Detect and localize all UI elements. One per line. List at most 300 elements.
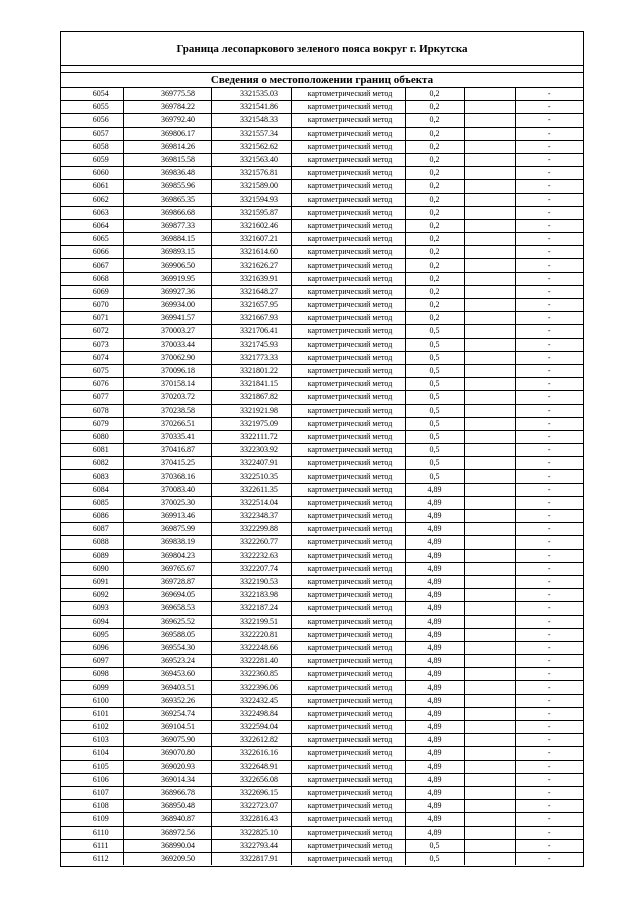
y-coordinate: 3321576.81 [211, 167, 291, 180]
precision-cell: 4,89 [405, 800, 464, 813]
point-number: 6090 [61, 562, 123, 575]
note-cell: - [515, 694, 583, 707]
extra-cell [464, 747, 515, 760]
precision-cell: 4,89 [405, 496, 464, 509]
extra-cell [464, 246, 515, 259]
extra-cell [464, 523, 515, 536]
method-cell: картометрический метод [291, 272, 405, 285]
extra-cell [464, 219, 515, 232]
table-row [61, 813, 583, 826]
extra-cell [464, 167, 515, 180]
x-coordinate: 369070.80 [123, 747, 211, 760]
precision-cell: 0,2 [405, 193, 464, 206]
table-row [61, 826, 583, 839]
extra-cell [464, 852, 515, 865]
x-coordinate: 369927.36 [123, 285, 211, 298]
method-cell: картометрический метод [291, 114, 405, 127]
y-coordinate: 3321745.93 [211, 338, 291, 351]
x-coordinate: 369866.68 [123, 206, 211, 219]
extra-cell [464, 233, 515, 246]
table-row [61, 114, 583, 127]
table-row [61, 589, 583, 602]
note-cell: - [515, 549, 583, 562]
precision-cell: 0,5 [405, 338, 464, 351]
point-number: 6103 [61, 734, 123, 747]
extra-cell [464, 760, 515, 773]
precision-cell: 4,89 [405, 562, 464, 575]
table-row [61, 800, 583, 813]
extra-cell [464, 800, 515, 813]
note-cell: - [515, 391, 583, 404]
precision-cell: 0,5 [405, 351, 464, 364]
table-row [61, 153, 583, 166]
point-number: 6109 [61, 813, 123, 826]
method-cell: картометрический метод [291, 364, 405, 377]
table-row [61, 140, 583, 153]
y-coordinate: 3321595.87 [211, 206, 291, 219]
x-coordinate: 368940.87 [123, 813, 211, 826]
method-cell: картометрический метод [291, 457, 405, 470]
method-cell: картометрический метод [291, 444, 405, 457]
table-row [61, 219, 583, 232]
extra-cell [464, 655, 515, 668]
x-coordinate: 369838.19 [123, 536, 211, 549]
y-coordinate: 3321921.98 [211, 404, 291, 417]
point-number: 6093 [61, 602, 123, 615]
x-coordinate: 369104.51 [123, 721, 211, 734]
y-coordinate: 3322616.16 [211, 747, 291, 760]
method-cell: картометрический метод [291, 88, 405, 101]
y-coordinate: 3322594.04 [211, 721, 291, 734]
x-coordinate: 370203.72 [123, 391, 211, 404]
table-row [61, 523, 583, 536]
y-coordinate: 3321535.03 [211, 88, 291, 101]
method-cell: картометрический метод [291, 760, 405, 773]
table-row [61, 404, 583, 417]
extra-cell [464, 615, 515, 628]
x-coordinate: 368966.78 [123, 786, 211, 799]
extra-cell [464, 734, 515, 747]
y-coordinate: 3322407.91 [211, 457, 291, 470]
x-coordinate: 369658.53 [123, 602, 211, 615]
precision-cell: 0,2 [405, 259, 464, 272]
precision-cell: 0,2 [405, 101, 464, 114]
precision-cell: 4,89 [405, 628, 464, 641]
y-coordinate: 3322183.98 [211, 589, 291, 602]
point-number: 6077 [61, 391, 123, 404]
precision-cell: 0,5 [405, 391, 464, 404]
extra-cell [464, 641, 515, 654]
y-coordinate: 3321589.00 [211, 180, 291, 193]
note-cell: - [515, 852, 583, 865]
method-cell: картометрический метод [291, 285, 405, 298]
y-coordinate: 3322220.81 [211, 628, 291, 641]
note-cell: - [515, 338, 583, 351]
note-cell: - [515, 721, 583, 734]
x-coordinate: 369588.05 [123, 628, 211, 641]
document-title: Граница лесопаркового зеленого пояса вокруг г. Иркутска [61, 32, 583, 66]
method-cell: картометрический метод [291, 167, 405, 180]
extra-cell [464, 299, 515, 312]
note-cell: - [515, 641, 583, 654]
point-number: 6101 [61, 707, 123, 720]
extra-cell [464, 351, 515, 364]
precision-cell: 0,5 [405, 325, 464, 338]
method-cell: картометрический метод [291, 655, 405, 668]
table-row [61, 628, 583, 641]
table-row [61, 655, 583, 668]
method-cell: картометрический метод [291, 800, 405, 813]
method-cell: картометрический метод [291, 496, 405, 509]
point-number: 6064 [61, 219, 123, 232]
x-coordinate: 370266.51 [123, 417, 211, 430]
table-row [61, 536, 583, 549]
note-cell: - [515, 272, 583, 285]
y-coordinate: 3321548.33 [211, 114, 291, 127]
y-coordinate: 3321602.46 [211, 219, 291, 232]
note-cell: - [515, 193, 583, 206]
y-coordinate: 3322299.88 [211, 523, 291, 536]
note-cell: - [515, 589, 583, 602]
precision-cell: 0,5 [405, 364, 464, 377]
y-coordinate: 3322111.72 [211, 430, 291, 443]
method-cell: картометрический метод [291, 510, 405, 523]
method-cell: картометрический метод [291, 101, 405, 114]
point-number: 6100 [61, 694, 123, 707]
precision-cell: 0,5 [405, 430, 464, 443]
precision-cell: 4,89 [405, 510, 464, 523]
x-coordinate: 369934.00 [123, 299, 211, 312]
note-cell: - [515, 285, 583, 298]
point-number: 6063 [61, 206, 123, 219]
x-coordinate: 368990.04 [123, 839, 211, 852]
table-row [61, 721, 583, 734]
extra-cell [464, 430, 515, 443]
note-cell: - [515, 760, 583, 773]
table-row [61, 575, 583, 588]
table-row [61, 747, 583, 760]
y-coordinate: 3321562.62 [211, 140, 291, 153]
x-coordinate: 370415.25 [123, 457, 211, 470]
x-coordinate: 369554.30 [123, 641, 211, 654]
x-coordinate: 369792.40 [123, 114, 211, 127]
method-cell: картометрический метод [291, 219, 405, 232]
table-row [61, 641, 583, 654]
x-coordinate: 370033.44 [123, 338, 211, 351]
table-row [61, 668, 583, 681]
x-coordinate: 369209.50 [123, 852, 211, 865]
point-number: 6088 [61, 536, 123, 549]
table-row [61, 378, 583, 391]
point-number: 6085 [61, 496, 123, 509]
extra-cell [464, 668, 515, 681]
point-number: 6105 [61, 760, 123, 773]
point-number: 6054 [61, 88, 123, 101]
precision-cell: 0,2 [405, 219, 464, 232]
y-coordinate: 3322187.24 [211, 602, 291, 615]
precision-cell: 0,2 [405, 285, 464, 298]
note-cell: - [515, 483, 583, 496]
extra-cell [464, 193, 515, 206]
x-coordinate: 369836.48 [123, 167, 211, 180]
extra-cell [464, 391, 515, 404]
extra-cell [464, 589, 515, 602]
note-cell: - [515, 88, 583, 101]
method-cell: картометрический метод [291, 180, 405, 193]
point-number: 6102 [61, 721, 123, 734]
precision-cell: 4,89 [405, 707, 464, 720]
extra-cell [464, 101, 515, 114]
x-coordinate: 369814.26 [123, 140, 211, 153]
table-row [61, 299, 583, 312]
method-cell: картометрический метод [291, 338, 405, 351]
precision-cell: 0,5 [405, 417, 464, 430]
y-coordinate: 3322432.45 [211, 694, 291, 707]
note-cell: - [515, 536, 583, 549]
point-number: 6075 [61, 364, 123, 377]
y-coordinate: 3321706.41 [211, 325, 291, 338]
method-cell: картометрический метод [291, 233, 405, 246]
extra-cell [464, 180, 515, 193]
x-coordinate: 369919.95 [123, 272, 211, 285]
y-coordinate: 3322696.15 [211, 786, 291, 799]
extra-cell [464, 773, 515, 786]
method-cell: картометрический метод [291, 562, 405, 575]
precision-cell: 4,89 [405, 523, 464, 536]
precision-cell: 4,89 [405, 681, 464, 694]
method-cell: картометрический метод [291, 589, 405, 602]
method-cell: картометрический метод [291, 734, 405, 747]
x-coordinate: 369625.52 [123, 615, 211, 628]
precision-cell: 0,2 [405, 206, 464, 219]
point-number: 6084 [61, 483, 123, 496]
precision-cell: 4,89 [405, 786, 464, 799]
extra-cell [464, 813, 515, 826]
x-coordinate: 369403.51 [123, 681, 211, 694]
y-coordinate: 3321648.27 [211, 285, 291, 298]
precision-cell: 0,2 [405, 153, 464, 166]
table-row [61, 246, 583, 259]
x-coordinate: 370416.87 [123, 444, 211, 457]
y-coordinate: 3322207.74 [211, 562, 291, 575]
method-cell: картометрический метод [291, 628, 405, 641]
note-cell: - [515, 496, 583, 509]
precision-cell: 0,2 [405, 140, 464, 153]
method-cell: картометрический метод [291, 852, 405, 865]
point-number: 6094 [61, 615, 123, 628]
x-coordinate: 370003.27 [123, 325, 211, 338]
table-row [61, 391, 583, 404]
point-number: 6073 [61, 338, 123, 351]
x-coordinate: 368972.56 [123, 826, 211, 839]
extra-cell [464, 417, 515, 430]
coordinates-table [61, 87, 583, 865]
x-coordinate: 370096.18 [123, 364, 211, 377]
note-cell: - [515, 800, 583, 813]
extra-cell [464, 562, 515, 575]
note-cell: - [515, 523, 583, 536]
y-coordinate: 3321667.93 [211, 312, 291, 325]
precision-cell: 4,89 [405, 813, 464, 826]
note-cell: - [515, 628, 583, 641]
y-coordinate: 3322611.35 [211, 483, 291, 496]
y-coordinate: 3322232.63 [211, 549, 291, 562]
x-coordinate: 370158.14 [123, 378, 211, 391]
precision-cell: 4,89 [405, 655, 464, 668]
table-row [61, 773, 583, 786]
y-coordinate: 3322396.06 [211, 681, 291, 694]
note-cell: - [515, 299, 583, 312]
extra-cell [464, 127, 515, 140]
method-cell: картометрический метод [291, 391, 405, 404]
y-coordinate: 3321541.86 [211, 101, 291, 114]
y-coordinate: 3321867.82 [211, 391, 291, 404]
method-cell: картометрический метод [291, 786, 405, 799]
table-row [61, 734, 583, 747]
y-coordinate: 3322303.92 [211, 444, 291, 457]
extra-cell [464, 114, 515, 127]
note-cell: - [515, 707, 583, 720]
y-coordinate: 3322514.04 [211, 496, 291, 509]
point-number: 6111 [61, 839, 123, 852]
table-row [61, 88, 583, 101]
method-cell: картометрический метод [291, 707, 405, 720]
extra-cell [464, 325, 515, 338]
y-coordinate: 3321841.15 [211, 378, 291, 391]
note-cell: - [515, 206, 583, 219]
x-coordinate: 370368.16 [123, 470, 211, 483]
extra-cell [464, 681, 515, 694]
precision-cell: 4,89 [405, 734, 464, 747]
point-number: 6110 [61, 826, 123, 839]
x-coordinate: 369775.58 [123, 88, 211, 101]
table-row [61, 430, 583, 443]
method-cell: картометрический метод [291, 668, 405, 681]
method-cell: картометрический метод [291, 773, 405, 786]
precision-cell: 4,89 [405, 536, 464, 549]
x-coordinate: 369877.33 [123, 219, 211, 232]
y-coordinate: 3322816.43 [211, 813, 291, 826]
extra-cell [464, 483, 515, 496]
extra-cell [464, 457, 515, 470]
extra-cell [464, 206, 515, 219]
method-cell: картометрический метод [291, 259, 405, 272]
method-cell: картометрический метод [291, 404, 405, 417]
point-number: 6078 [61, 404, 123, 417]
precision-cell: 0,5 [405, 404, 464, 417]
table-row [61, 180, 583, 193]
note-cell: - [515, 615, 583, 628]
table-row [61, 470, 583, 483]
x-coordinate: 369804.23 [123, 549, 211, 562]
extra-cell [464, 839, 515, 852]
note-cell: - [515, 826, 583, 839]
note-cell: - [515, 140, 583, 153]
table-row [61, 681, 583, 694]
extra-cell [464, 470, 515, 483]
method-cell: картометрический метод [291, 206, 405, 219]
y-coordinate: 3322510.35 [211, 470, 291, 483]
extra-cell [464, 338, 515, 351]
table-row [61, 167, 583, 180]
extra-cell [464, 404, 515, 417]
method-cell: картометрический метод [291, 826, 405, 839]
precision-cell: 0,2 [405, 312, 464, 325]
method-cell: картометрический метод [291, 641, 405, 654]
table-row [61, 694, 583, 707]
table-body [61, 88, 583, 866]
point-number: 6074 [61, 351, 123, 364]
note-cell: - [515, 839, 583, 852]
x-coordinate: 370238.58 [123, 404, 211, 417]
x-coordinate: 370025.30 [123, 496, 211, 509]
note-cell: - [515, 114, 583, 127]
point-number: 6080 [61, 430, 123, 443]
x-coordinate: 370083.40 [123, 483, 211, 496]
precision-cell: 4,89 [405, 721, 464, 734]
x-coordinate: 369020.93 [123, 760, 211, 773]
precision-cell: 0,2 [405, 114, 464, 127]
point-number: 6079 [61, 417, 123, 430]
extra-cell [464, 364, 515, 377]
precision-cell: 0,2 [405, 167, 464, 180]
note-cell: - [515, 510, 583, 523]
x-coordinate: 369014.34 [123, 773, 211, 786]
x-coordinate: 368950.48 [123, 800, 211, 813]
method-cell: картометрический метод [291, 246, 405, 259]
x-coordinate: 370062.90 [123, 351, 211, 364]
method-cell: картометрический метод [291, 127, 405, 140]
precision-cell: 0,5 [405, 470, 464, 483]
method-cell: картометрический метод [291, 417, 405, 430]
method-cell: картометрический метод [291, 312, 405, 325]
y-coordinate: 3321614.60 [211, 246, 291, 259]
table-row [61, 615, 583, 628]
method-cell: картометрический метод [291, 299, 405, 312]
note-cell: - [515, 430, 583, 443]
method-cell: картометрический метод [291, 549, 405, 562]
point-number: 6106 [61, 773, 123, 786]
note-cell: - [515, 668, 583, 681]
note-cell: - [515, 312, 583, 325]
x-coordinate: 370335.41 [123, 430, 211, 443]
precision-cell: 0,5 [405, 852, 464, 865]
x-coordinate: 369254.74 [123, 707, 211, 720]
x-coordinate: 369913.46 [123, 510, 211, 523]
point-number: 6086 [61, 510, 123, 523]
precision-cell: 0,5 [405, 444, 464, 457]
method-cell: картометрический метод [291, 813, 405, 826]
table-row [61, 259, 583, 272]
extra-cell [464, 786, 515, 799]
precision-cell: 4,89 [405, 747, 464, 760]
method-cell: картометрический метод [291, 325, 405, 338]
x-coordinate: 369784.22 [123, 101, 211, 114]
note-cell: - [515, 378, 583, 391]
note-cell: - [515, 351, 583, 364]
note-cell: - [515, 259, 583, 272]
x-coordinate: 369523.24 [123, 655, 211, 668]
note-cell: - [515, 813, 583, 826]
section-title: Сведения о местоположении границ объекта [210, 73, 434, 86]
extra-cell [464, 496, 515, 509]
extra-cell [464, 707, 515, 720]
y-coordinate: 3321975.09 [211, 417, 291, 430]
point-number: 6056 [61, 114, 123, 127]
point-number: 6089 [61, 549, 123, 562]
method-cell: картометрический метод [291, 351, 405, 364]
point-number: 6082 [61, 457, 123, 470]
